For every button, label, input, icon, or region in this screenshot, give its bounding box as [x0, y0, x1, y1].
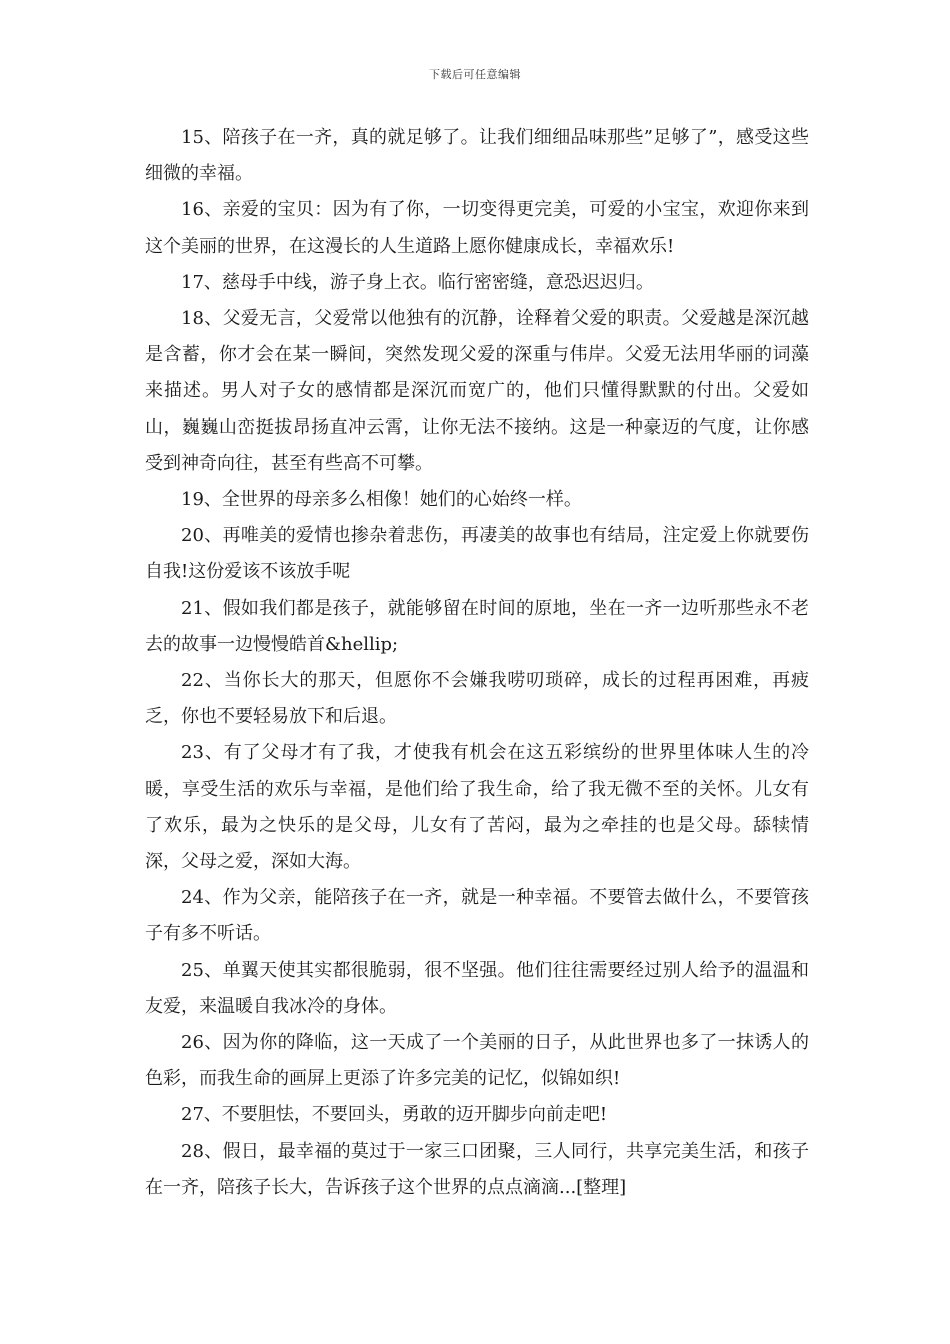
paragraph-19: 19、全世界的母亲多么相像！她们的心始终一样。 — [181, 489, 582, 511]
paragraph-17: 17、慈母手中线，游子身上衣。临行密密缝，意恐迟迟归。 — [181, 271, 654, 293]
paragraph-27: 27、不要胆怯，不要回头，勇敢的迈开脚步向前走吧! — [181, 1104, 608, 1126]
paragraph-21: 21、假如我们都是孩子，就能够留在时间的原地，坐在一齐一边听那些永不老去的故事一边慢慢皓首&hellip; — [145, 597, 809, 655]
paragraph-22: 22、当你长大的那天，但愿你不会嫌我唠叨琐碎，成长的过程再困难，再疲乏，你也不要轻易放下和后退。 — [145, 670, 809, 728]
document-body — [145, 120, 809, 1206]
paragraph-24: 24、作为父亲，能陪孩子在一齐，就是一种幸福。不要管去做什么，不要管孩子有多不听话。 — [145, 887, 809, 945]
paragraph-15: 15、陪孩子在一齐，真的就足够了。让我们细细品味那些”足够了”，感受这些细微的幸福。 — [145, 127, 809, 185]
paragraph-18: 18、父爱无言，父爱常以他独有的沉静，诠释着父爱的职责。父爱越是深沉越是含蓄，你才会在某一瞬间，突然发现父爱的深重与伟岸。父爱无法用华丽的词藻来描述。男人对子女的感情都是深沉而宽广的，他们只懂得默默的付出。父爱如山，巍巍山峦挺拔昂扬直冲云霄，让你无法不接纳。这是一种豪迈的气度，让你感受到神奇向往，甚至有些高不可攀。 — [145, 308, 809, 474]
paragraph-26: 26、因为你的降临，这一天成了一个美丽的日子，从此世界也多了一抹诱人的色彩，而我生命的画屏上更添了许多完美的记忆，似锦如织! — [145, 1032, 809, 1090]
paragraph-16: 16、亲爱的宝贝：因为有了你，一切变得更完美，可爱的小宝宝，欢迎你来到这个美丽的世界，在这漫长的人生道路上愿你健康成长，幸福欢乐! — [145, 199, 809, 257]
paragraph-20: 20、再唯美的爱情也掺杂着悲伤，再凄美的故事也有结局，注定爱上你就要伤自我!这份爱该不该放手呢 — [145, 525, 809, 583]
paragraph-28: 28、假日，最幸福的莫过于一家三口团聚，三人同行，共享完美生活，和孩子在一齐，陪孩子长大，告诉孩子这个世界的点点滴滴...[整理] — [145, 1140, 809, 1198]
paragraph-23: 23、有了父母才有了我，才使我有机会在这五彩缤纷的世界里体味人生的冷暖，享受生活的欢乐与幸福，是他们给了我生命，给了我无微不至的关怀。儿女有了欢乐，最为之快乐的是父母，儿女有了苦闷，最为之牵挂的也是父母。舔犊情深，父母之爱，深如大海。 — [145, 742, 809, 873]
page-header: 下载后可任意编辑 — [429, 68, 521, 81]
paragraph-25: 25、单翼天使其实都很脆弱，很不坚强。他们往往需要经过别人给予的温温和友爱，来温暖自我冰冷的身体。 — [145, 959, 809, 1017]
